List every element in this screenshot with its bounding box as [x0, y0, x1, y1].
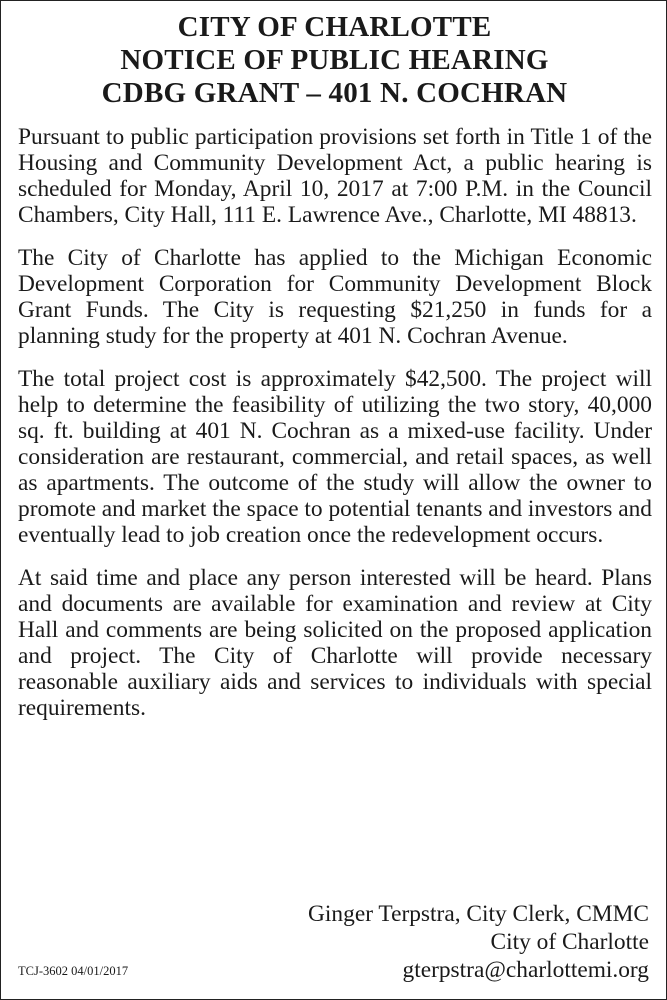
- signature-email: gterpstra@charlottemi.org: [402, 957, 649, 983]
- paragraph-hearing-schedule: Pursuant to public participation provisions set forth in Title 1 of the Housing and Community Development Act, a public hearing is scheduled for Monday, April 10, 2017 at 7:00 P.M. in the Council Chambers, City Hall, 111 E. Lawrence Ave., Charlotte, MI 48813.: [18, 124, 652, 228]
- heading-line-notice: NOTICE OF PUBLIC HEARING: [120, 44, 549, 76]
- heading-line-city: CITY OF CHARLOTTE: [177, 11, 492, 43]
- publication-tag: TCJ-3602 04/01/2017: [18, 964, 129, 978]
- paragraph-project-cost: The total project cost is approximately $42,500. The project will help to determine the feasibility of utilizing the two story, 40,000 sq. ft. building at 401 N. Cochran as a mixed-use facility. Under consideration are restaurant, commercial, and retail spaces, as well as apartments. The outcome of the study will allow the owner to promote and market the space to potential tenants and investors and eventually lead to job creation once the redevelopment occurs.: [18, 366, 652, 548]
- signature-org: City of Charlotte: [490, 929, 649, 955]
- signature-name: Ginger Terpstra, City Clerk, CMMC: [308, 901, 649, 927]
- signature-block: [308, 900, 649, 984]
- heading-line-grant: CDBG GRANT – 401 N. COCHRAN: [101, 77, 568, 109]
- notice-heading: [1, 11, 667, 110]
- notice-body: [18, 124, 652, 738]
- paragraph-public-comment: At said time and place any person interested will be heard. Plans and documents are available for examination and review at City Hall and comments are being solicited on the proposed application and project. The City of Charlotte will provide necessary reasonable auxiliary aids and services to individuals with special requirements.: [18, 565, 652, 721]
- paragraph-grant-application: The City of Charlotte has applied to the Michigan Economic Development Corporation for Community Development Block Grant Funds. The City is requesting $21,250 in funds for a planning study for the property at 401 N. Cochran Avenue.: [18, 245, 652, 349]
